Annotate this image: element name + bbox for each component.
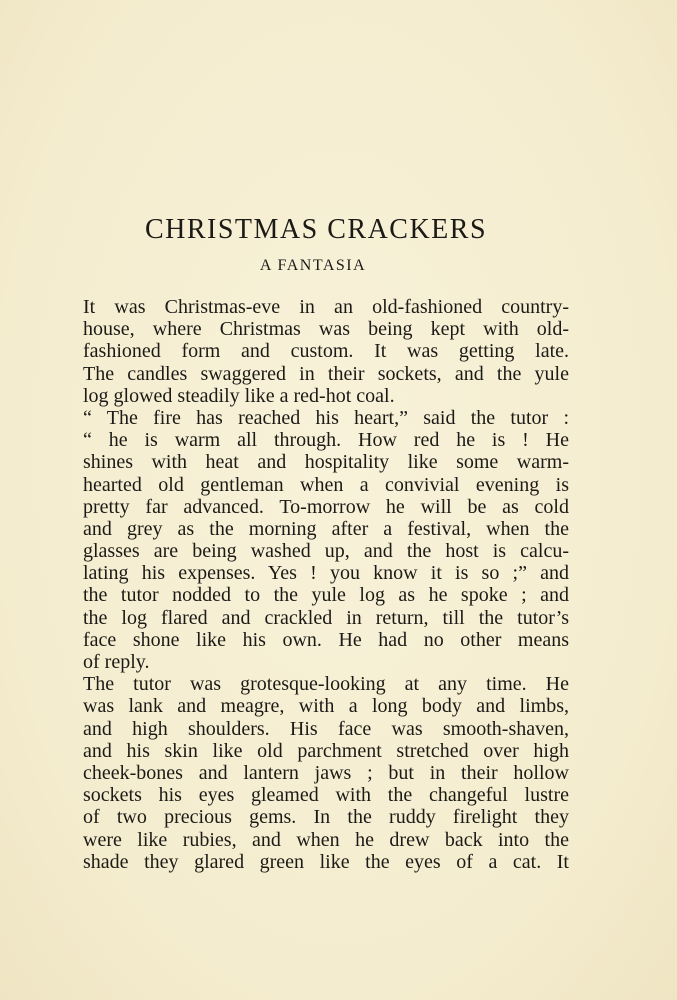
text-line: hearted old gentleman when a convivial evening is — [83, 473, 569, 496]
text-line: pretty far advanced. To-morrow he will be as cold — [83, 495, 569, 518]
text-line: and high shoulders. His face was smooth-shaven, — [83, 717, 569, 740]
text-line: The tutor was grotesque-looking at any time. He — [83, 673, 569, 696]
text-line: shines with heat and hospitality like some warm- — [83, 451, 569, 474]
text-line: log glowed steadily like a red-hot coal. — [83, 384, 395, 407]
text-line: “ The fire has reached his heart,” said the tutor : — [83, 406, 569, 429]
text-line: glasses are being washed up, and the host is calcu- — [83, 540, 569, 563]
text-line: house, where Christmas was being kept with old- — [83, 318, 569, 341]
text-line: was lank and meagre, with a long body and limbs, — [83, 695, 569, 718]
chapter-subtitle: A FANTASIA — [259, 257, 367, 274]
text-line: lating his expenses. Yes ! you know it is so ;” and — [83, 562, 569, 585]
text-line: shade they glared green like the eyes of a cat. It — [83, 850, 569, 873]
text-line: of two precious gems. In the ruddy firelight they — [83, 806, 569, 829]
body-text — [83, 296, 569, 873]
text-line: It was Christmas-eve in an old-fashioned country- — [83, 296, 569, 318]
text-line: and grey as the morning after a festival, when the — [83, 517, 569, 540]
text-line: cheek-bones and lantern jaws ; but in their hollow — [83, 761, 569, 784]
text-line: the tutor nodded to the yule log as he spoke ; and — [83, 584, 569, 607]
text-line: The candles swaggered in their sockets, and the yule — [83, 362, 569, 385]
text-line: face shone like his own. He had no other means — [83, 628, 569, 651]
text-line: fashioned form and custom. It was getting late. — [83, 340, 569, 363]
chapter-title: CHRISTMAS CRACKERS — [144, 214, 488, 245]
text-line: “ he is warm all through. How red he is ! He — [83, 429, 569, 452]
text-line: of reply. — [83, 651, 150, 673]
text-line: were like rubies, and when he drew back into the — [83, 828, 569, 851]
text-line: the log flared and crackled in return, till the tutor’s — [83, 606, 569, 629]
text-line: sockets his eyes gleamed with the changeful lustre — [83, 784, 569, 807]
text-line: and his skin like old parchment stretched over high — [83, 739, 569, 762]
